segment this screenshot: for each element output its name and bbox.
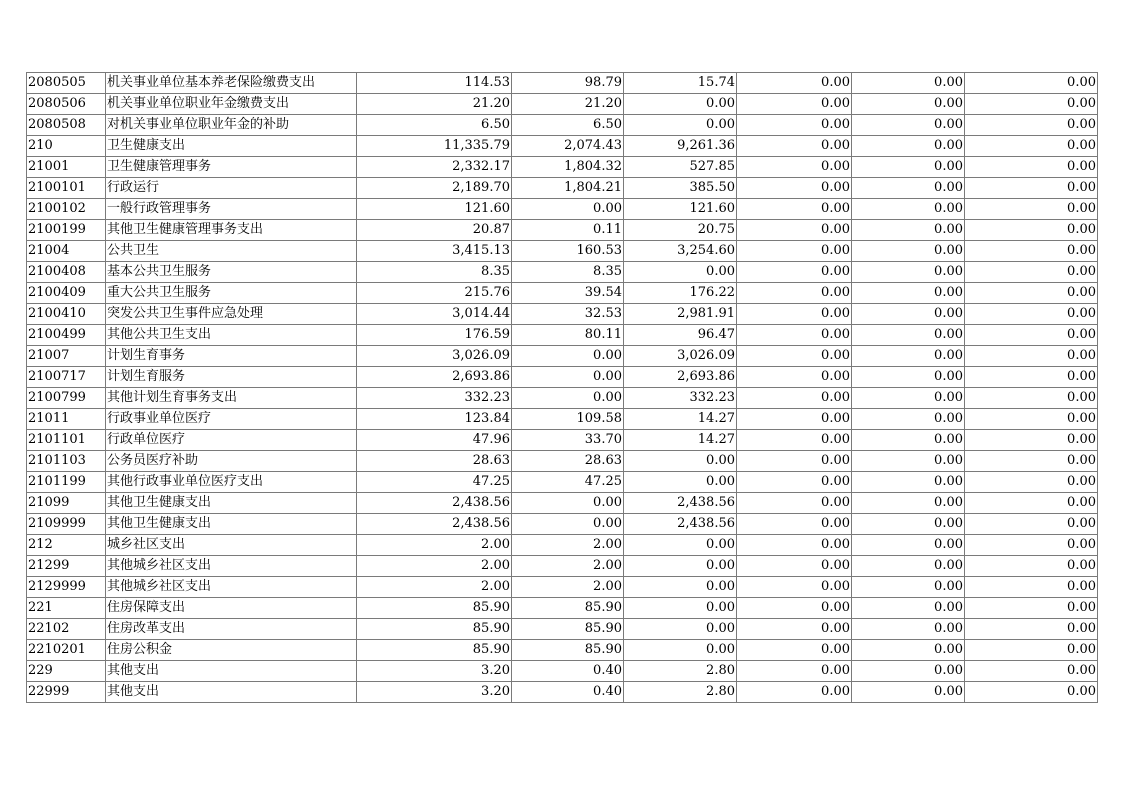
subject-code-cell: 2100499 (27, 325, 106, 346)
amount-cell-5: 0.00 (852, 262, 965, 283)
amount-cell-5: 0.00 (852, 325, 965, 346)
total-cell: 3,026.09 (357, 346, 512, 367)
project-expenditure-cell: 20.75 (624, 220, 737, 241)
amount-cell-5: 0.00 (852, 346, 965, 367)
subject-name-cell: 一般行政管理事务 (106, 199, 357, 220)
table-row (27, 178, 1098, 199)
amount-cell-6: 0.00 (965, 199, 1098, 220)
amount-cell-4: 0.00 (737, 304, 852, 325)
project-expenditure-cell: 0.00 (624, 598, 737, 619)
total-cell: 2,693.86 (357, 367, 512, 388)
project-expenditure-cell: 2,981.91 (624, 304, 737, 325)
subject-code-cell: 2100799 (27, 388, 106, 409)
amount-cell-4: 0.00 (737, 514, 852, 535)
table-row (27, 388, 1098, 409)
amount-cell-5: 0.00 (852, 178, 965, 199)
amount-cell-6: 0.00 (965, 430, 1098, 451)
amount-cell-6: 0.00 (965, 115, 1098, 136)
table-row (27, 157, 1098, 178)
project-expenditure-cell: 2,693.86 (624, 367, 737, 388)
amount-cell-5: 0.00 (852, 283, 965, 304)
amount-cell-6: 0.00 (965, 598, 1098, 619)
table-row (27, 430, 1098, 451)
basic-expenditure-cell: 47.25 (512, 472, 624, 493)
subject-name-cell: 其他卫生健康管理事务支出 (106, 220, 357, 241)
basic-expenditure-cell: 0.40 (512, 682, 624, 703)
amount-cell-6: 0.00 (965, 94, 1098, 115)
amount-cell-6: 0.00 (965, 472, 1098, 493)
subject-name-cell: 住房公积金 (106, 640, 357, 661)
subject-code-cell: 2129999 (27, 577, 106, 598)
amount-cell-5: 0.00 (852, 661, 965, 682)
table-body (27, 73, 1098, 703)
subject-code-cell: 21299 (27, 556, 106, 577)
amount-cell-4: 0.00 (737, 94, 852, 115)
project-expenditure-cell: 176.22 (624, 283, 737, 304)
subject-name-cell: 卫生健康管理事务 (106, 157, 357, 178)
table-row (27, 283, 1098, 304)
project-expenditure-cell: 121.60 (624, 199, 737, 220)
amount-cell-6: 0.00 (965, 514, 1098, 535)
basic-expenditure-cell: 32.53 (512, 304, 624, 325)
amount-cell-4: 0.00 (737, 619, 852, 640)
amount-cell-5: 0.00 (852, 535, 965, 556)
amount-cell-4: 0.00 (737, 409, 852, 430)
table-row (27, 346, 1098, 367)
table-row (27, 493, 1098, 514)
table-row (27, 661, 1098, 682)
amount-cell-4: 0.00 (737, 535, 852, 556)
table-row (27, 325, 1098, 346)
total-cell: 2,438.56 (357, 493, 512, 514)
basic-expenditure-cell: 21.20 (512, 94, 624, 115)
amount-cell-6: 0.00 (965, 220, 1098, 241)
total-cell: 8.35 (357, 262, 512, 283)
amount-cell-4: 0.00 (737, 577, 852, 598)
subject-code-cell: 2101103 (27, 451, 106, 472)
basic-expenditure-cell: 0.00 (512, 388, 624, 409)
amount-cell-4: 0.00 (737, 199, 852, 220)
amount-cell-6: 0.00 (965, 283, 1098, 304)
project-expenditure-cell: 15.74 (624, 73, 737, 94)
basic-expenditure-cell: 0.40 (512, 661, 624, 682)
subject-name-cell: 其他城乡社区支出 (106, 556, 357, 577)
amount-cell-6: 0.00 (965, 262, 1098, 283)
amount-cell-5: 0.00 (852, 682, 965, 703)
amount-cell-6: 0.00 (965, 178, 1098, 199)
subject-name-cell: 其他支出 (106, 682, 357, 703)
project-expenditure-cell: 0.00 (624, 94, 737, 115)
subject-name-cell: 其他卫生健康支出 (106, 493, 357, 514)
table-row (27, 535, 1098, 556)
amount-cell-5: 0.00 (852, 640, 965, 661)
table-row (27, 220, 1098, 241)
total-cell: 47.96 (357, 430, 512, 451)
amount-cell-4: 0.00 (737, 283, 852, 304)
amount-cell-4: 0.00 (737, 661, 852, 682)
subject-name-cell: 公共卫生 (106, 241, 357, 262)
subject-code-cell: 2210201 (27, 640, 106, 661)
table-row (27, 640, 1098, 661)
basic-expenditure-cell: 0.11 (512, 220, 624, 241)
basic-expenditure-cell: 2.00 (512, 535, 624, 556)
amount-cell-4: 0.00 (737, 598, 852, 619)
subject-code-cell: 2109999 (27, 514, 106, 535)
basic-expenditure-cell: 0.00 (512, 367, 624, 388)
subject-code-cell: 2100101 (27, 178, 106, 199)
total-cell: 28.63 (357, 451, 512, 472)
project-expenditure-cell: 2.80 (624, 661, 737, 682)
basic-expenditure-cell: 6.50 (512, 115, 624, 136)
project-expenditure-cell: 96.47 (624, 325, 737, 346)
amount-cell-4: 0.00 (737, 73, 852, 94)
table-row (27, 94, 1098, 115)
subject-name-cell: 其他计划生育事务支出 (106, 388, 357, 409)
total-cell: 47.25 (357, 472, 512, 493)
amount-cell-6: 0.00 (965, 136, 1098, 157)
amount-cell-4: 0.00 (737, 472, 852, 493)
total-cell: 2,332.17 (357, 157, 512, 178)
table-row (27, 514, 1098, 535)
amount-cell-5: 0.00 (852, 304, 965, 325)
basic-expenditure-cell: 33.70 (512, 430, 624, 451)
project-expenditure-cell: 385.50 (624, 178, 737, 199)
amount-cell-4: 0.00 (737, 451, 852, 472)
amount-cell-5: 0.00 (852, 136, 965, 157)
amount-cell-6: 0.00 (965, 367, 1098, 388)
table-row (27, 409, 1098, 430)
subject-name-cell: 机关事业单位职业年金缴费支出 (106, 94, 357, 115)
total-cell: 3.20 (357, 661, 512, 682)
project-expenditure-cell: 0.00 (624, 472, 737, 493)
amount-cell-4: 0.00 (737, 556, 852, 577)
total-cell: 85.90 (357, 640, 512, 661)
basic-expenditure-cell: 28.63 (512, 451, 624, 472)
basic-expenditure-cell: 0.00 (512, 346, 624, 367)
project-expenditure-cell: 14.27 (624, 409, 737, 430)
project-expenditure-cell: 0.00 (624, 619, 737, 640)
total-cell: 20.87 (357, 220, 512, 241)
total-cell: 114.53 (357, 73, 512, 94)
subject-name-cell: 住房保障支出 (106, 598, 357, 619)
total-cell: 85.90 (357, 619, 512, 640)
subject-code-cell: 2080508 (27, 115, 106, 136)
table-row (27, 199, 1098, 220)
amount-cell-5: 0.00 (852, 157, 965, 178)
total-cell: 2.00 (357, 577, 512, 598)
subject-code-cell: 2100717 (27, 367, 106, 388)
project-expenditure-cell: 0.00 (624, 115, 737, 136)
project-expenditure-cell: 527.85 (624, 157, 737, 178)
project-expenditure-cell: 0.00 (624, 535, 737, 556)
project-expenditure-cell: 2,438.56 (624, 514, 737, 535)
total-cell: 332.23 (357, 388, 512, 409)
subject-name-cell: 机关事业单位基本养老保险缴费支出 (106, 73, 357, 94)
project-expenditure-cell: 0.00 (624, 451, 737, 472)
basic-expenditure-cell: 2,074.43 (512, 136, 624, 157)
amount-cell-4: 0.00 (737, 682, 852, 703)
subject-code-cell: 210 (27, 136, 106, 157)
amount-cell-5: 0.00 (852, 367, 965, 388)
budget-expenditure-table (26, 72, 1098, 703)
project-expenditure-cell: 0.00 (624, 262, 737, 283)
amount-cell-5: 0.00 (852, 73, 965, 94)
amount-cell-6: 0.00 (965, 346, 1098, 367)
subject-code-cell: 2100409 (27, 283, 106, 304)
amount-cell-6: 0.00 (965, 619, 1098, 640)
amount-cell-4: 0.00 (737, 178, 852, 199)
subject-code-cell: 212 (27, 535, 106, 556)
amount-cell-6: 0.00 (965, 682, 1098, 703)
subject-code-cell: 2101101 (27, 430, 106, 451)
table-row (27, 577, 1098, 598)
table-row (27, 136, 1098, 157)
amount-cell-4: 0.00 (737, 157, 852, 178)
project-expenditure-cell: 9,261.36 (624, 136, 737, 157)
total-cell: 21.20 (357, 94, 512, 115)
subject-name-cell: 其他卫生健康支出 (106, 514, 357, 535)
total-cell: 2.00 (357, 535, 512, 556)
amount-cell-5: 0.00 (852, 94, 965, 115)
subject-code-cell: 2100199 (27, 220, 106, 241)
subject-code-cell: 21004 (27, 241, 106, 262)
amount-cell-6: 0.00 (965, 409, 1098, 430)
amount-cell-4: 0.00 (737, 262, 852, 283)
amount-cell-4: 0.00 (737, 640, 852, 661)
amount-cell-6: 0.00 (965, 241, 1098, 262)
subject-name-cell: 城乡社区支出 (106, 535, 357, 556)
subject-name-cell: 其他公共卫生支出 (106, 325, 357, 346)
amount-cell-4: 0.00 (737, 241, 852, 262)
subject-name-cell: 其他支出 (106, 661, 357, 682)
table-row (27, 367, 1098, 388)
subject-code-cell: 21007 (27, 346, 106, 367)
table-row (27, 241, 1098, 262)
basic-expenditure-cell: 85.90 (512, 598, 624, 619)
amount-cell-5: 0.00 (852, 115, 965, 136)
subject-code-cell: 2101199 (27, 472, 106, 493)
basic-expenditure-cell: 2.00 (512, 556, 624, 577)
basic-expenditure-cell: 80.11 (512, 325, 624, 346)
table-row (27, 115, 1098, 136)
total-cell: 3,415.13 (357, 241, 512, 262)
subject-name-cell: 行政运行 (106, 178, 357, 199)
amount-cell-5: 0.00 (852, 577, 965, 598)
total-cell: 3.20 (357, 682, 512, 703)
total-cell: 123.84 (357, 409, 512, 430)
amount-cell-6: 0.00 (965, 388, 1098, 409)
table-row (27, 73, 1098, 94)
table-row (27, 451, 1098, 472)
subject-code-cell: 2080505 (27, 73, 106, 94)
basic-expenditure-cell: 0.00 (512, 493, 624, 514)
amount-cell-6: 0.00 (965, 493, 1098, 514)
basic-expenditure-cell: 39.54 (512, 283, 624, 304)
project-expenditure-cell: 2.80 (624, 682, 737, 703)
amount-cell-5: 0.00 (852, 220, 965, 241)
amount-cell-6: 0.00 (965, 304, 1098, 325)
amount-cell-4: 0.00 (737, 136, 852, 157)
amount-cell-5: 0.00 (852, 619, 965, 640)
amount-cell-4: 0.00 (737, 493, 852, 514)
basic-expenditure-cell: 98.79 (512, 73, 624, 94)
subject-code-cell: 22102 (27, 619, 106, 640)
amount-cell-5: 0.00 (852, 451, 965, 472)
basic-expenditure-cell: 109.58 (512, 409, 624, 430)
basic-expenditure-cell: 8.35 (512, 262, 624, 283)
amount-cell-5: 0.00 (852, 409, 965, 430)
subject-code-cell: 221 (27, 598, 106, 619)
subject-name-cell: 行政单位医疗 (106, 430, 357, 451)
basic-expenditure-cell: 2.00 (512, 577, 624, 598)
project-expenditure-cell: 14.27 (624, 430, 737, 451)
table-row (27, 598, 1098, 619)
subject-name-cell: 突发公共卫生事件应急处理 (106, 304, 357, 325)
total-cell: 11,335.79 (357, 136, 512, 157)
amount-cell-5: 0.00 (852, 598, 965, 619)
subject-name-cell: 计划生育服务 (106, 367, 357, 388)
subject-name-cell: 基本公共卫生服务 (106, 262, 357, 283)
basic-expenditure-cell: 1,804.21 (512, 178, 624, 199)
project-expenditure-cell: 0.00 (624, 577, 737, 598)
subject-code-cell: 21099 (27, 493, 106, 514)
table-row (27, 262, 1098, 283)
project-expenditure-cell: 332.23 (624, 388, 737, 409)
amount-cell-5: 0.00 (852, 430, 965, 451)
subject-name-cell: 其他城乡社区支出 (106, 577, 357, 598)
table-row (27, 304, 1098, 325)
amount-cell-5: 0.00 (852, 472, 965, 493)
amount-cell-5: 0.00 (852, 556, 965, 577)
subject-code-cell: 2080506 (27, 94, 106, 115)
amount-cell-4: 0.00 (737, 367, 852, 388)
table-row (27, 556, 1098, 577)
amount-cell-6: 0.00 (965, 325, 1098, 346)
basic-expenditure-cell: 85.90 (512, 640, 624, 661)
total-cell: 2,438.56 (357, 514, 512, 535)
amount-cell-6: 0.00 (965, 73, 1098, 94)
total-cell: 176.59 (357, 325, 512, 346)
amount-cell-5: 0.00 (852, 514, 965, 535)
table-row (27, 682, 1098, 703)
budget-table-container (26, 72, 1098, 703)
amount-cell-6: 0.00 (965, 556, 1098, 577)
basic-expenditure-cell: 0.00 (512, 199, 624, 220)
amount-cell-4: 0.00 (737, 220, 852, 241)
table-row (27, 472, 1098, 493)
total-cell: 85.90 (357, 598, 512, 619)
table-row (27, 619, 1098, 640)
basic-expenditure-cell: 1,804.32 (512, 157, 624, 178)
amount-cell-4: 0.00 (737, 346, 852, 367)
total-cell: 6.50 (357, 115, 512, 136)
project-expenditure-cell: 0.00 (624, 640, 737, 661)
subject-code-cell: 21001 (27, 157, 106, 178)
amount-cell-6: 0.00 (965, 577, 1098, 598)
subject-code-cell: 2100408 (27, 262, 106, 283)
amount-cell-6: 0.00 (965, 157, 1098, 178)
subject-name-cell: 公务员医疗补助 (106, 451, 357, 472)
total-cell: 121.60 (357, 199, 512, 220)
project-expenditure-cell: 3,026.09 (624, 346, 737, 367)
total-cell: 2,189.70 (357, 178, 512, 199)
subject-name-cell: 住房改革支出 (106, 619, 357, 640)
amount-cell-4: 0.00 (737, 115, 852, 136)
amount-cell-6: 0.00 (965, 535, 1098, 556)
basic-expenditure-cell: 0.00 (512, 514, 624, 535)
amount-cell-5: 0.00 (852, 493, 965, 514)
amount-cell-4: 0.00 (737, 388, 852, 409)
amount-cell-4: 0.00 (737, 325, 852, 346)
subject-name-cell: 重大公共卫生服务 (106, 283, 357, 304)
amount-cell-6: 0.00 (965, 451, 1098, 472)
basic-expenditure-cell: 85.90 (512, 619, 624, 640)
total-cell: 2.00 (357, 556, 512, 577)
subject-name-cell: 其他行政事业单位医疗支出 (106, 472, 357, 493)
project-expenditure-cell: 0.00 (624, 556, 737, 577)
amount-cell-5: 0.00 (852, 199, 965, 220)
project-expenditure-cell: 3,254.60 (624, 241, 737, 262)
subject-name-cell: 卫生健康支出 (106, 136, 357, 157)
subject-code-cell: 229 (27, 661, 106, 682)
project-expenditure-cell: 2,438.56 (624, 493, 737, 514)
total-cell: 215.76 (357, 283, 512, 304)
subject-code-cell: 22999 (27, 682, 106, 703)
total-cell: 3,014.44 (357, 304, 512, 325)
subject-name-cell: 行政事业单位医疗 (106, 409, 357, 430)
amount-cell-6: 0.00 (965, 640, 1098, 661)
subject-code-cell: 2100102 (27, 199, 106, 220)
amount-cell-6: 0.00 (965, 661, 1098, 682)
basic-expenditure-cell: 160.53 (512, 241, 624, 262)
subject-code-cell: 2100410 (27, 304, 106, 325)
amount-cell-5: 0.00 (852, 388, 965, 409)
subject-name-cell: 计划生育事务 (106, 346, 357, 367)
amount-cell-4: 0.00 (737, 430, 852, 451)
subject-name-cell: 对机关事业单位职业年金的补助 (106, 115, 357, 136)
amount-cell-5: 0.00 (852, 241, 965, 262)
subject-code-cell: 21011 (27, 409, 106, 430)
